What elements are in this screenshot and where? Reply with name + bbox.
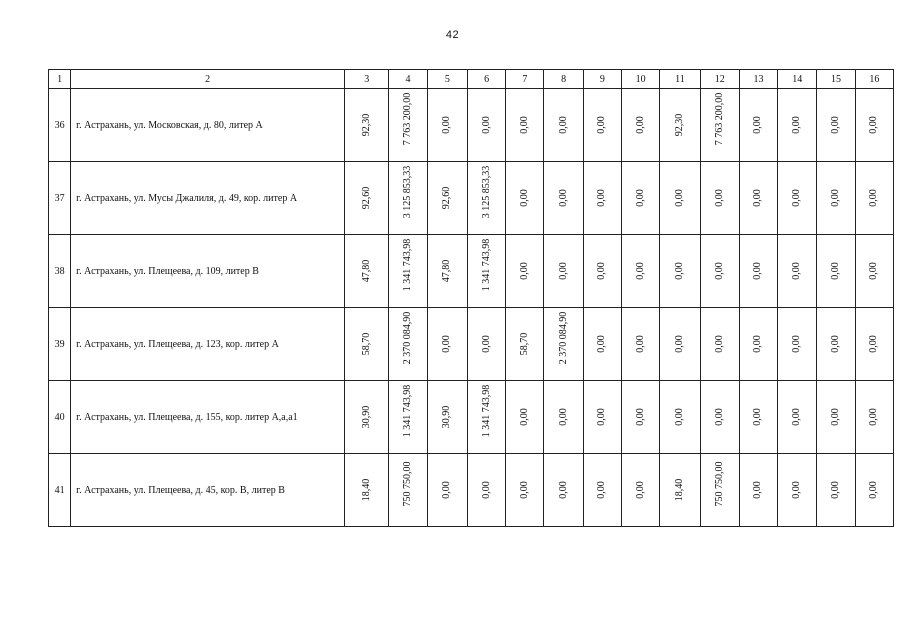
cell-value: 0,00 — [713, 335, 725, 353]
property-address: г. Астрахань, ул. Московская, д. 80, литер А — [71, 89, 345, 162]
value-cell-col-5 — [427, 308, 467, 381]
column-header-3: 3 — [345, 70, 389, 89]
value-cell-col-3 — [345, 381, 389, 454]
row-number: 41 — [49, 454, 71, 527]
cell-value: 0,00 — [634, 481, 646, 499]
cell-value: 0,00 — [829, 481, 841, 499]
value-cell-col-4 — [389, 89, 427, 162]
property-address: г. Астрахань, ул. Плещеева, д. 109, литер В — [71, 235, 345, 308]
value-cell-col-14 — [778, 162, 817, 235]
cell-value: 0,00 — [829, 262, 841, 280]
column-header-8: 8 — [544, 70, 583, 89]
value-cell-col-11 — [660, 162, 700, 235]
value-cell-col-13 — [739, 308, 777, 381]
value-cell-col-13 — [739, 454, 777, 527]
table-row — [49, 308, 894, 381]
value-cell-col-8 — [544, 235, 583, 308]
cell-value: 2 370 084,90 — [557, 311, 569, 365]
value-cell-col-10 — [622, 162, 660, 235]
cell-value: 0,00 — [868, 189, 880, 207]
cell-value: 0,00 — [518, 262, 530, 280]
cell-value: 0,00 — [596, 408, 608, 426]
value-cell-col-3 — [345, 162, 389, 235]
cell-value: 3 125 853,33 — [402, 165, 414, 219]
value-cell-col-4 — [389, 308, 427, 381]
cell-value: 0,00 — [596, 189, 608, 207]
table-row — [49, 235, 894, 308]
value-cell-col-13 — [739, 162, 777, 235]
cell-value: 0,00 — [518, 408, 530, 426]
cell-value: 30,90 — [441, 405, 453, 429]
cell-value: 0,00 — [480, 481, 492, 499]
cell-value: 0,00 — [791, 262, 803, 280]
cell-value: 0,00 — [480, 335, 492, 353]
cell-value: 0,00 — [868, 335, 880, 353]
value-cell-col-14 — [778, 454, 817, 527]
cell-value: 0,00 — [791, 189, 803, 207]
cell-value: 92,30 — [673, 113, 685, 137]
cell-value: 0,00 — [752, 335, 764, 353]
column-header-4: 4 — [389, 70, 427, 89]
value-cell-col-7 — [506, 89, 544, 162]
cell-value: 3 125 853,33 — [480, 165, 492, 219]
cell-value: 0,00 — [634, 116, 646, 134]
cell-value: 0,00 — [557, 262, 569, 280]
cell-value: 7 763 200,00 — [402, 92, 414, 146]
table-row — [49, 162, 894, 235]
column-header-10: 10 — [622, 70, 660, 89]
value-cell-col-16 — [855, 89, 893, 162]
value-cell-col-12 — [700, 308, 739, 381]
column-header-5: 5 — [427, 70, 467, 89]
column-header-6: 6 — [467, 70, 505, 89]
value-cell-col-10 — [622, 381, 660, 454]
value-cell-col-14 — [778, 89, 817, 162]
cell-value: 18,40 — [673, 478, 685, 502]
value-cell-col-5 — [427, 381, 467, 454]
value-cell-col-15 — [817, 235, 855, 308]
cell-value: 0,00 — [557, 481, 569, 499]
value-cell-col-4 — [389, 162, 427, 235]
cell-value: 0,00 — [791, 481, 803, 499]
row-number: 37 — [49, 162, 71, 235]
cell-value: 92,30 — [360, 113, 372, 137]
value-cell-col-9 — [583, 381, 621, 454]
cell-value: 0,00 — [596, 481, 608, 499]
table-row — [49, 89, 894, 162]
cell-value: 0,00 — [596, 116, 608, 134]
value-cell-col-7 — [506, 162, 544, 235]
value-cell-col-3 — [345, 308, 389, 381]
value-cell-col-6 — [467, 162, 505, 235]
row-number: 36 — [49, 89, 71, 162]
value-cell-col-14 — [778, 308, 817, 381]
cell-value: 0,00 — [673, 335, 685, 353]
cell-value: 750 750,00 — [402, 461, 414, 507]
cell-value: 0,00 — [441, 335, 453, 353]
cell-value: 0,00 — [596, 262, 608, 280]
value-cell-col-16 — [855, 235, 893, 308]
cell-value: 0,00 — [441, 481, 453, 499]
value-cell-col-10 — [622, 308, 660, 381]
value-cell-col-10 — [622, 89, 660, 162]
row-number: 39 — [49, 308, 71, 381]
cell-value: 0,00 — [557, 408, 569, 426]
value-cell-col-6 — [467, 235, 505, 308]
column-header-2: 2 — [71, 70, 345, 89]
value-cell-col-3 — [345, 454, 389, 527]
cell-value: 0,00 — [634, 335, 646, 353]
column-header-13: 13 — [739, 70, 777, 89]
value-cell-col-13 — [739, 381, 777, 454]
column-header-9: 9 — [583, 70, 621, 89]
cell-value: 0,00 — [713, 408, 725, 426]
value-cell-col-3 — [345, 89, 389, 162]
value-cell-col-4 — [389, 381, 427, 454]
cell-value: 47,80 — [360, 259, 372, 283]
value-cell-col-8 — [544, 308, 583, 381]
value-cell-col-16 — [855, 454, 893, 527]
cell-value: 1 341 743,98 — [402, 384, 414, 438]
value-cell-col-9 — [583, 454, 621, 527]
cell-value: 0,00 — [791, 335, 803, 353]
column-header-7: 7 — [506, 70, 544, 89]
row-number: 40 — [49, 381, 71, 454]
value-cell-col-7 — [506, 235, 544, 308]
cell-value: 750 750,00 — [713, 461, 725, 507]
property-address: г. Астрахань, ул. Плещеева, д. 45, кор. В, литер В — [71, 454, 345, 527]
column-header-1: 1 — [49, 70, 71, 89]
value-cell-col-9 — [583, 308, 621, 381]
property-address: г. Астрахань, ул. Плещеева, д. 155, кор. литер А,а,а1 — [71, 381, 345, 454]
column-header-11: 11 — [660, 70, 700, 89]
value-cell-col-4 — [389, 454, 427, 527]
value-cell-col-5 — [427, 235, 467, 308]
cell-value: 47,80 — [441, 259, 453, 283]
value-cell-col-7 — [506, 381, 544, 454]
cell-value: 92,60 — [360, 186, 372, 210]
value-cell-col-6 — [467, 89, 505, 162]
cell-value: 0,00 — [752, 116, 764, 134]
value-cell-col-7 — [506, 454, 544, 527]
value-cell-col-7 — [506, 308, 544, 381]
cell-value: 1 341 743,98 — [480, 238, 492, 292]
cell-value: 0,00 — [518, 116, 530, 134]
cell-value: 1 341 743,98 — [402, 238, 414, 292]
value-cell-col-3 — [345, 235, 389, 308]
cell-value: 0,00 — [557, 189, 569, 207]
cell-value: 0,00 — [713, 189, 725, 207]
value-cell-col-9 — [583, 162, 621, 235]
cell-value: 1 341 743,98 — [480, 384, 492, 438]
column-header-14: 14 — [778, 70, 817, 89]
value-cell-col-5 — [427, 89, 467, 162]
cell-value: 0,00 — [673, 262, 685, 280]
cell-value: 18,40 — [360, 478, 372, 502]
column-header-12: 12 — [700, 70, 739, 89]
value-cell-col-16 — [855, 381, 893, 454]
cell-value: 0,00 — [480, 116, 492, 134]
value-cell-col-4 — [389, 235, 427, 308]
value-cell-col-15 — [817, 162, 855, 235]
value-cell-col-14 — [778, 381, 817, 454]
row-number: 38 — [49, 235, 71, 308]
value-cell-col-10 — [622, 454, 660, 527]
table-row — [49, 454, 894, 527]
cell-value: 58,70 — [518, 332, 530, 356]
cell-value: 0,00 — [518, 189, 530, 207]
value-cell-col-6 — [467, 454, 505, 527]
value-cell-col-13 — [739, 235, 777, 308]
value-cell-col-11 — [660, 454, 700, 527]
cell-value: 0,00 — [673, 189, 685, 207]
value-cell-col-15 — [817, 308, 855, 381]
value-cell-col-11 — [660, 381, 700, 454]
cell-value: 0,00 — [791, 116, 803, 134]
cell-value: 0,00 — [868, 481, 880, 499]
cell-value: 0,00 — [829, 335, 841, 353]
value-cell-col-9 — [583, 235, 621, 308]
value-cell-col-13 — [739, 89, 777, 162]
cell-value: 92,60 — [441, 186, 453, 210]
value-cell-col-12 — [700, 89, 739, 162]
value-cell-col-15 — [817, 454, 855, 527]
cell-value: 0,00 — [634, 262, 646, 280]
cell-value: 0,00 — [441, 116, 453, 134]
value-cell-col-15 — [817, 89, 855, 162]
value-cell-col-6 — [467, 381, 505, 454]
value-cell-col-10 — [622, 235, 660, 308]
cell-value: 2 370 084,90 — [402, 311, 414, 365]
cell-value: 0,00 — [868, 262, 880, 280]
value-cell-col-8 — [544, 162, 583, 235]
table-row — [49, 381, 894, 454]
cell-value: 0,00 — [713, 262, 725, 280]
cell-value: 0,00 — [791, 408, 803, 426]
cell-value: 0,00 — [673, 408, 685, 426]
value-cell-col-9 — [583, 89, 621, 162]
cell-value: 0,00 — [829, 408, 841, 426]
value-cell-col-14 — [778, 235, 817, 308]
cell-value: 0,00 — [752, 408, 764, 426]
value-cell-col-12 — [700, 235, 739, 308]
cell-value: 58,70 — [360, 332, 372, 356]
cell-value: 0,00 — [557, 116, 569, 134]
value-cell-col-11 — [660, 235, 700, 308]
value-cell-col-5 — [427, 454, 467, 527]
cell-value: 0,00 — [752, 189, 764, 207]
value-cell-col-8 — [544, 89, 583, 162]
cell-value: 0,00 — [868, 116, 880, 134]
cell-value: 0,00 — [829, 189, 841, 207]
column-header-15: 15 — [817, 70, 855, 89]
page-number: 42 — [445, 29, 460, 41]
value-cell-col-12 — [700, 162, 739, 235]
value-cell-col-11 — [660, 89, 700, 162]
cell-value: 0,00 — [634, 189, 646, 207]
value-cell-col-6 — [467, 308, 505, 381]
value-cell-col-16 — [855, 162, 893, 235]
property-address: г. Астрахань, ул. Мусы Джалиля, д. 49, кор. литер А — [71, 162, 345, 235]
column-header-16: 16 — [855, 70, 893, 89]
cell-value: 0,00 — [634, 408, 646, 426]
value-cell-col-8 — [544, 381, 583, 454]
cell-value: 0,00 — [752, 262, 764, 280]
value-cell-col-15 — [817, 381, 855, 454]
property-register-table — [48, 69, 894, 527]
cell-value: 0,00 — [752, 481, 764, 499]
cell-value: 0,00 — [518, 481, 530, 499]
value-cell-col-12 — [700, 454, 739, 527]
value-cell-col-5 — [427, 162, 467, 235]
value-cell-col-11 — [660, 308, 700, 381]
property-address: г. Астрахань, ул. Плещеева, д. 123, кор. литер А — [71, 308, 345, 381]
column-number-header-row — [49, 70, 894, 89]
cell-value: 0,00 — [596, 335, 608, 353]
cell-value: 30,90 — [360, 405, 372, 429]
value-cell-col-8 — [544, 454, 583, 527]
cell-value: 0,00 — [868, 408, 880, 426]
value-cell-col-16 — [855, 308, 893, 381]
cell-value: 0,00 — [829, 116, 841, 134]
value-cell-col-12 — [700, 381, 739, 454]
cell-value: 7 763 200,00 — [713, 92, 725, 146]
